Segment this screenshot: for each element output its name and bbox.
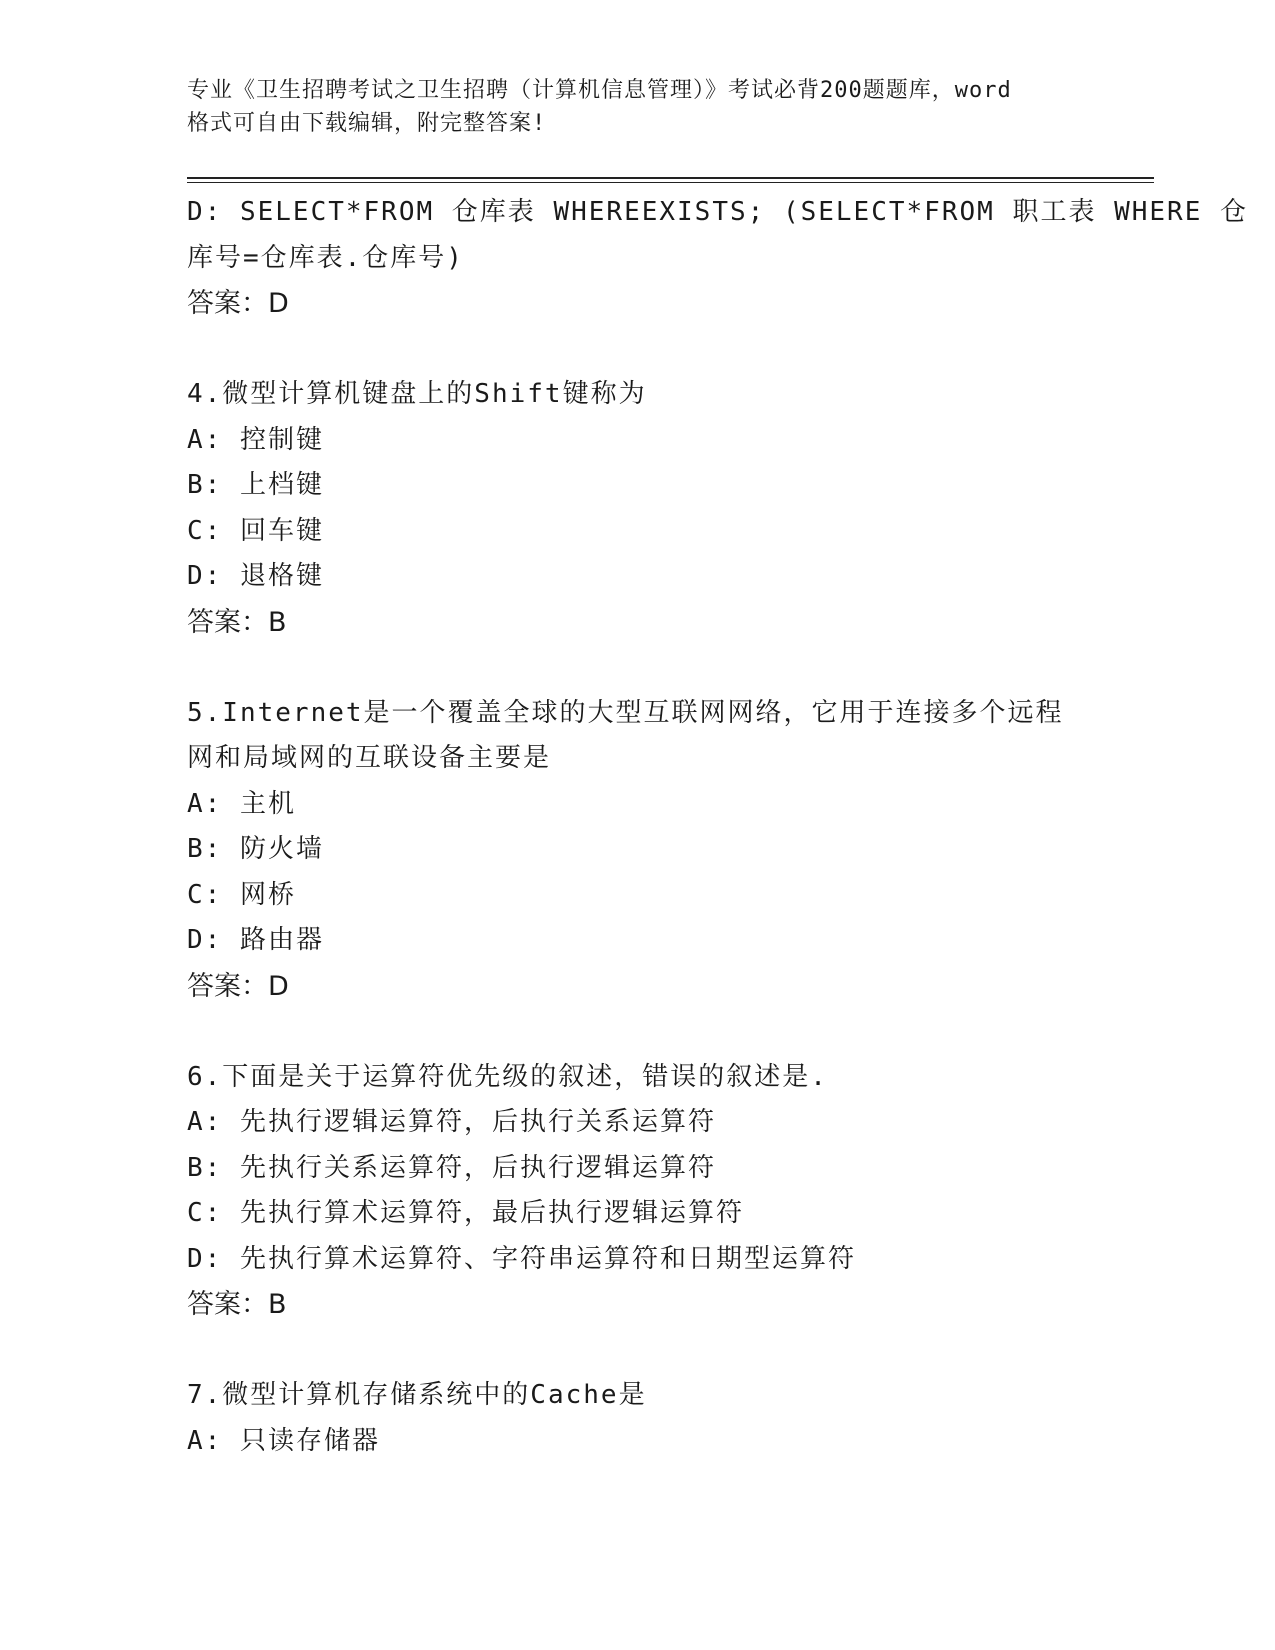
question-title: 7.微型计算机存储系统中的Cache是 <box>187 1380 647 1410</box>
option-d: D: 先执行算术运算符、字符串运算符和日期型运算符 <box>187 1243 856 1274</box>
header-line-1: 专业《卫生招聘考试之卫生招聘（计算机信息管理）》考试必背200题题库，word <box>187 78 1012 103</box>
option-a: A: 只读存储器 <box>187 1425 380 1456</box>
option-c: C: 先执行算术运算符，最后执行逻辑运算符 <box>187 1198 744 1228</box>
spacer <box>187 1328 1087 1374</box>
spacer <box>187 1009 1087 1055</box>
option-d: D: 退格键 <box>187 561 324 591</box>
option-a: A: 先执行逻辑运算符，后执行关系运算符 <box>187 1107 716 1137</box>
question-list <box>187 190 1249 1464</box>
header-divider-thin <box>187 182 1154 183</box>
answer-line: 答案：B <box>187 1289 287 1320</box>
question-title: 4.微型计算机键盘上的Shift键称为 <box>187 379 647 409</box>
question-title: 6.下面是关于运算符优先级的叙述，错误的叙述是. <box>187 1061 828 1092</box>
answer-line: 答案：B <box>187 606 287 638</box>
answer-line: 答案：D <box>187 288 289 319</box>
option-c: C: 回车键 <box>187 515 324 546</box>
header-divider-thick <box>187 177 1154 179</box>
option-b: B: 先执行关系运算符，后执行逻辑运算符 <box>187 1152 716 1183</box>
spacer <box>187 327 1087 373</box>
option-a: A: 控制键 <box>187 424 324 455</box>
question-title-continued: 网和局域网的互联设备主要是 <box>187 743 552 773</box>
answer-line: 答案：D <box>187 970 289 1002</box>
option-b: B: 防火墙 <box>187 834 324 864</box>
option-d-continued: 库号=仓库表.仓库号) <box>187 242 464 273</box>
question-title: 5.Internet是一个覆盖全球的大型互联网网络，它用于连接多个远程 <box>187 697 1064 728</box>
option-a: A: 主机 <box>187 788 296 819</box>
option-b: B: 上档键 <box>187 470 324 500</box>
option-d: D: SELECT*FROM 仓库表 WHEREEXISTS; (SELECT*FROM 职工表 WHERE 仓 <box>187 197 1249 227</box>
option-c: C: 网桥 <box>187 879 296 910</box>
header-line-2: 格式可自由下载编辑，附完整答案! <box>187 111 547 136</box>
document-header <box>187 74 1087 140</box>
option-d: D: 路由器 <box>187 925 324 955</box>
spacer <box>187 645 1087 691</box>
